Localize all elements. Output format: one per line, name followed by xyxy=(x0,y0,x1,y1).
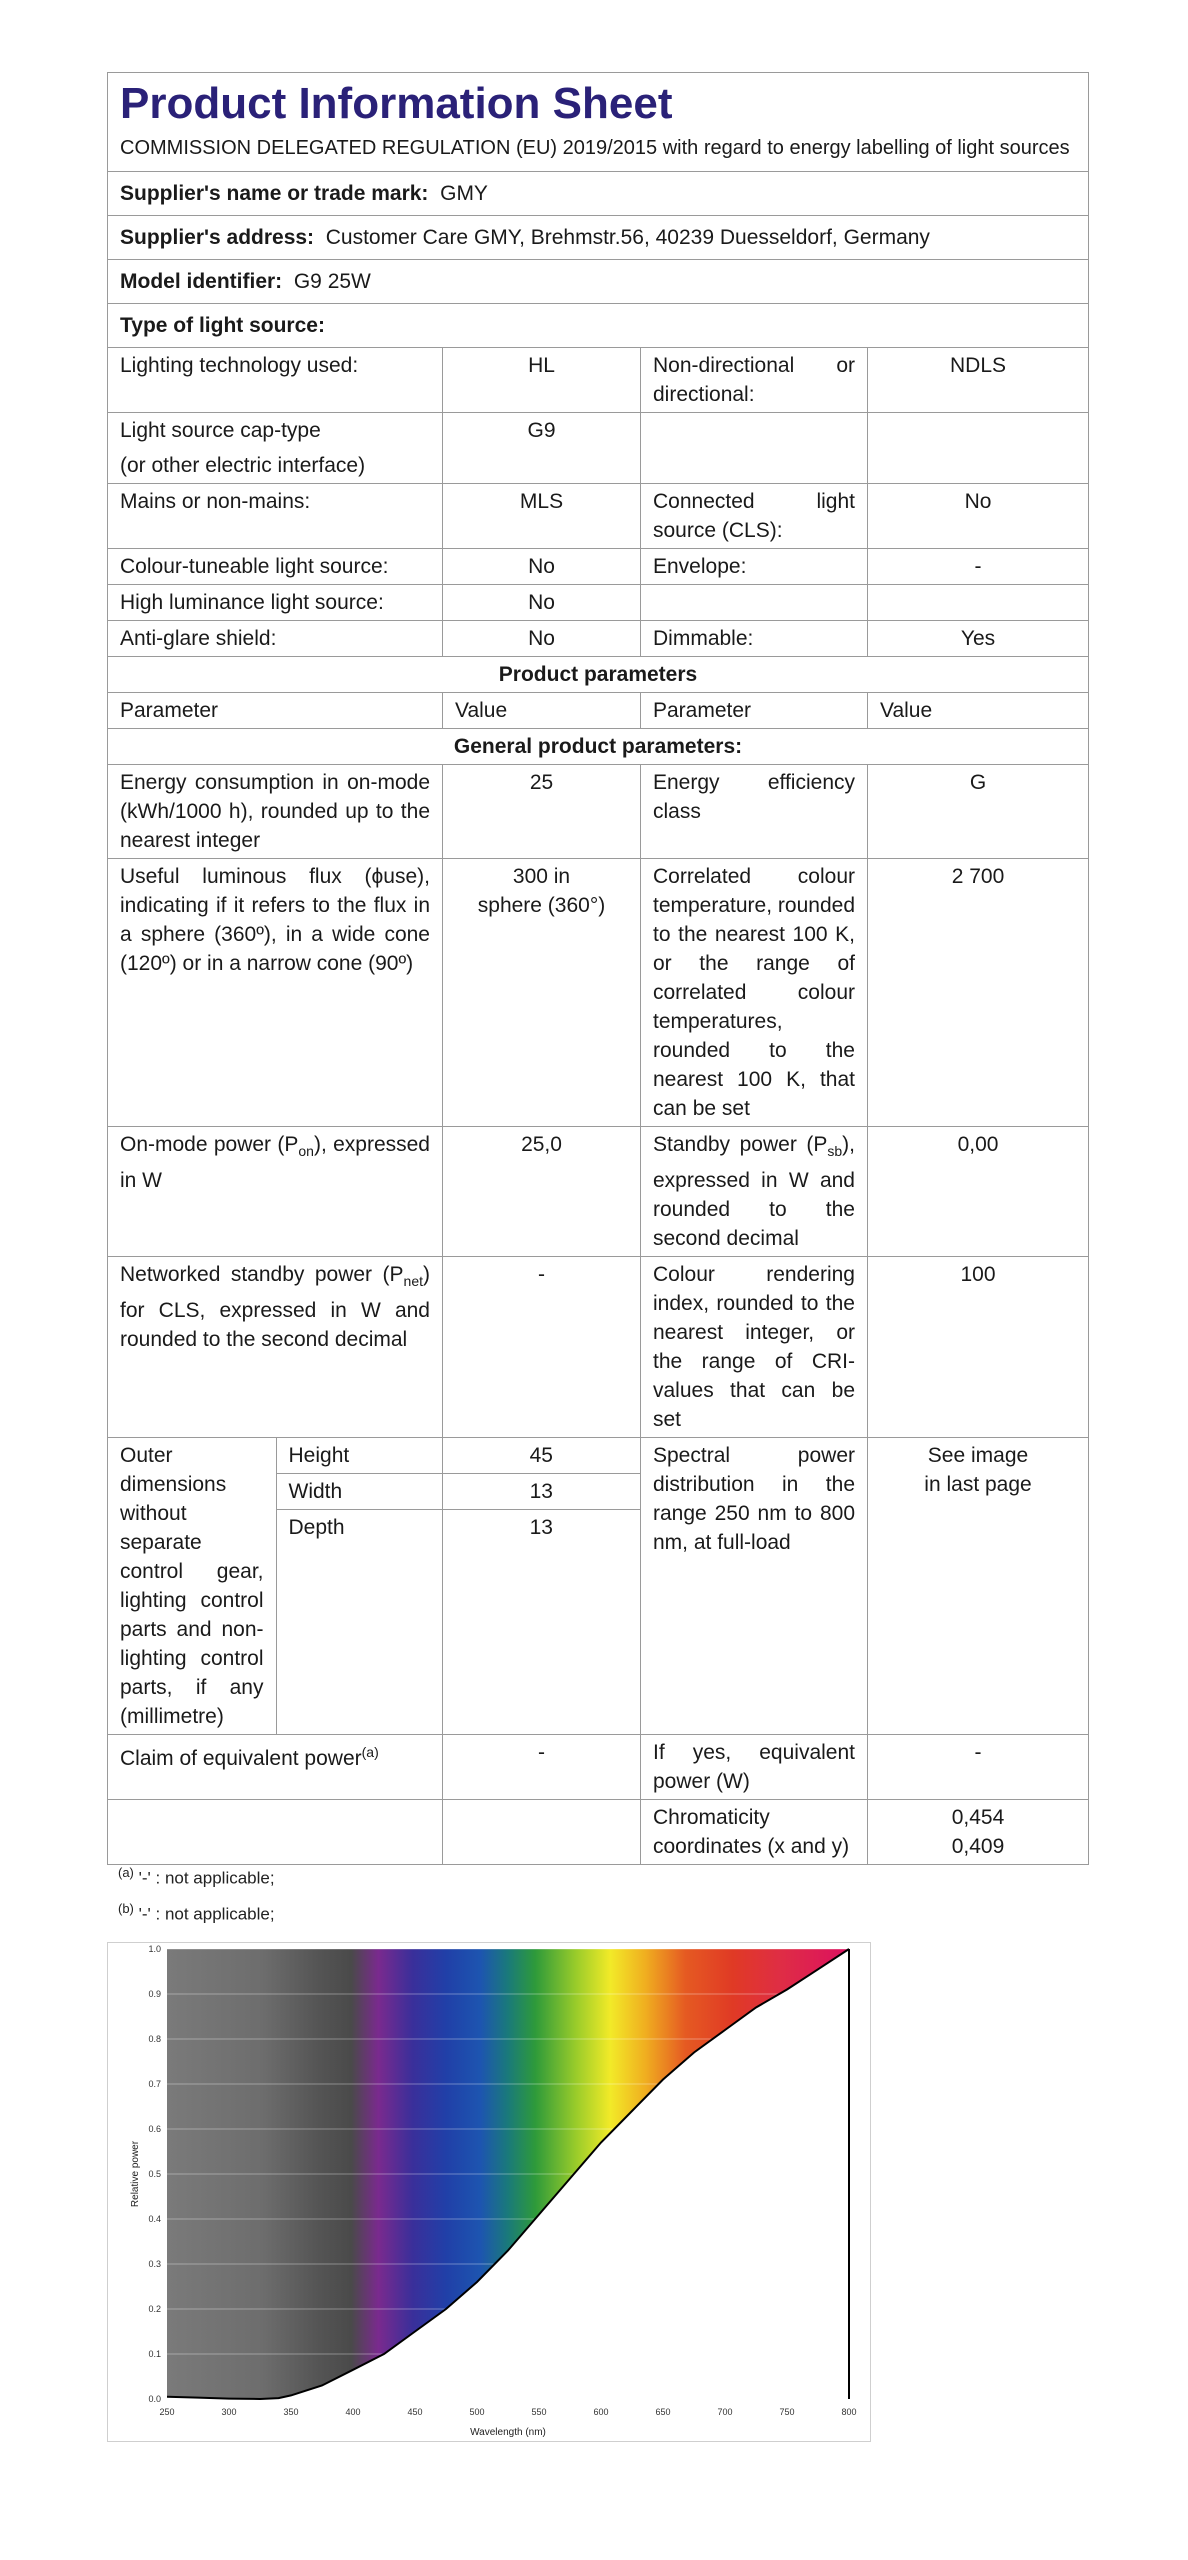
colour-tuneable-value: No xyxy=(443,549,641,585)
header-row xyxy=(108,73,1089,172)
column-header-parameter: Parameter xyxy=(641,693,868,729)
standby-power-value: 0,00 xyxy=(868,1127,1089,1257)
energy-consumption-value: 25 xyxy=(443,765,641,859)
x-tick-label: 350 xyxy=(283,2407,299,2417)
y-tick-label: 1.0 xyxy=(148,1944,161,1954)
spectral-distribution-value: See image xyxy=(927,1444,1029,1468)
equivalent-power-label: If yes, equivalent power (W) xyxy=(641,1735,868,1800)
x-tick-label: 750 xyxy=(779,2407,795,2417)
spectral-power-svg xyxy=(108,1943,870,2441)
mains-value: MLS xyxy=(443,484,641,549)
spectral-distribution-label: Spectral power distribution in the range 250 nm to 800 nm, at full-load xyxy=(641,1438,868,1735)
dimmable-label: Dimmable: xyxy=(641,621,868,657)
light-source-type-row xyxy=(108,304,1089,348)
height-value: 45 xyxy=(442,1438,640,1474)
y-tick-label: 0.7 xyxy=(148,2079,161,2089)
anti-glare-label: Anti-glare shield: xyxy=(108,621,443,657)
supplier-address-row xyxy=(108,216,1089,260)
dimmable-value: Yes xyxy=(868,621,1089,657)
on-mode-power-value: 25,0 xyxy=(443,1127,641,1257)
footnote-a: $^{(a)}$ '-' : not applicable; xyxy=(118,1865,275,1888)
y-tick-label: 0.8 xyxy=(148,2034,161,2044)
header-cell xyxy=(108,73,1089,172)
empty-cell xyxy=(108,1800,443,1865)
supplier-name-row xyxy=(108,172,1089,216)
x-tick-label: 650 xyxy=(655,2407,671,2417)
luminous-flux-geometry: sphere (360°) xyxy=(477,894,606,917)
empty-cell xyxy=(641,413,868,484)
anti-glare-value: No xyxy=(443,621,641,657)
y-tick-label: 0.4 xyxy=(148,2214,161,2224)
cap-type-label: Light source cap-type xyxy=(120,419,321,442)
x-tick-label: 550 xyxy=(531,2407,547,2417)
equivalent-power-claim-label: Claim of equivalent power$^{(a)}$ xyxy=(108,1735,443,1800)
supplier-address-value: Customer Care GMY, Brehmstr.56, 40239 Duesseldorf, Germany xyxy=(325,226,930,249)
cls-label: Connected light source (CLS): xyxy=(641,484,868,549)
model-identifier-row xyxy=(108,260,1089,304)
x-tick-label: 500 xyxy=(469,2407,485,2417)
standby-power-label: Standby power $(P_{sb})$, expressed in W and rounded to the second decimal xyxy=(641,1127,868,1257)
directional-value: NDLS xyxy=(868,348,1089,413)
luminous-flux-value: 300 in xyxy=(512,865,571,888)
equivalent-power-claim-value: - xyxy=(443,1735,641,1800)
supplier-name-value: GMY xyxy=(440,182,488,205)
empty-cell xyxy=(641,585,868,621)
chromaticity-y: 0,409 xyxy=(951,1835,1005,1859)
supplier-address-label: Supplier's address: xyxy=(120,226,315,249)
cap-type-cell xyxy=(108,413,443,484)
x-tick-label: 300 xyxy=(221,2407,237,2417)
page-subtitle: COMMISSION DELEGATED REGULATION (EU) 2019/2015 with regard to energy labelling of light sources xyxy=(120,137,1070,159)
cap-type-sublabel: (or other electric interface) xyxy=(120,454,366,477)
cls-value: No xyxy=(868,484,1089,549)
depth-value: 13 xyxy=(442,1510,640,1735)
cri-value: 100 xyxy=(868,1257,1089,1438)
footnotes xyxy=(118,1858,275,1929)
height-label: Height xyxy=(276,1438,442,1474)
energy-consumption-label: Energy consumption in on-mode (kWh/1000 h), rounded up to the nearest integer xyxy=(108,765,443,859)
envelope-value: - xyxy=(868,549,1089,585)
envelope-label: Envelope: xyxy=(641,549,868,585)
y-tick-label: 0.3 xyxy=(148,2259,161,2269)
y-tick-label: 0.2 xyxy=(148,2304,161,2314)
equivalent-power-value: - xyxy=(868,1735,1089,1800)
high-luminance-value: No xyxy=(443,585,641,621)
chromaticity-cell xyxy=(868,1800,1089,1865)
y-tick-label: 0.5 xyxy=(148,2169,161,2179)
colour-tuneable-label: Colour-tuneable light source: xyxy=(108,549,443,585)
colour-temperature-label: Correlated colour temperature, rounded to the nearest 100 K, or the range of correlated colour temperatures, rounded to the nearest 100 K, that can be set xyxy=(641,859,868,1127)
product-parameters-heading: Product parameters xyxy=(108,657,1089,693)
dimensions-table xyxy=(108,1438,640,1734)
directional-label: Non-directional or directional: xyxy=(641,348,868,413)
x-axis-label: Wavelength (nm) xyxy=(470,2427,546,2438)
supplier-name-label: Supplier's name or trade mark: xyxy=(120,182,429,205)
y-axis-label: Relative power xyxy=(130,2140,141,2208)
energy-class-label: Energy efficiency class xyxy=(641,765,868,859)
colour-temperature-value: 2 700 xyxy=(868,859,1089,1127)
model-identifier-value: G9 25W xyxy=(293,270,371,293)
dimensions-label: Outer dimensions without separate control gear, lighting control parts and non-lighting control parts, if any (millimetre) xyxy=(108,1438,276,1734)
cap-type-value: G9 xyxy=(443,413,641,484)
column-header-value: Value xyxy=(443,693,641,729)
page-title: Product Information Sheet xyxy=(120,79,673,128)
dimensions-cell xyxy=(108,1438,641,1735)
empty-cell xyxy=(868,413,1089,484)
luminous-flux-label: Useful luminous flux (ϕuse), indicating if it refers to the flux in a sphere (360º), in a wide cone (120º) or in a narrow cone (90º) xyxy=(108,859,443,1127)
cri-label: Colour rendering index, rounded to the nearest integer, or the range of CRI-values that can be set xyxy=(641,1257,868,1438)
tech-value: HL xyxy=(443,348,641,413)
x-tick-label: 800 xyxy=(841,2407,857,2417)
chromaticity-x: 0,454 xyxy=(951,1806,1005,1830)
networked-standby-label: Networked standby power $(P_{net})$ for CLS, expressed in W and rounded to the second decimal xyxy=(108,1257,443,1438)
empty-cell xyxy=(443,1800,641,1865)
product-info-table xyxy=(107,72,1089,1865)
y-tick-label: 0.6 xyxy=(148,2124,161,2134)
luminous-flux-cell xyxy=(443,859,641,1127)
on-mode-power-label: On-mode power $(P_{on})$, expressed in W xyxy=(108,1127,443,1257)
high-luminance-label: High luminance light source: xyxy=(108,585,443,621)
spectral-distribution-reference: in last page xyxy=(924,1473,1032,1497)
x-tick-label: 250 xyxy=(159,2407,175,2417)
x-tick-label: 450 xyxy=(407,2407,423,2417)
y-tick-label: 0.9 xyxy=(148,1989,161,1999)
x-tick-label: 600 xyxy=(593,2407,609,2417)
footnote-b: $^{(b)}$ '-' : not applicable; xyxy=(118,1900,275,1924)
light-source-type-label: Type of light source: xyxy=(120,314,325,337)
spectral-distribution-cell xyxy=(868,1438,1089,1735)
spectral-power-chart xyxy=(107,1942,871,2442)
networked-standby-value: - xyxy=(443,1257,641,1438)
x-tick-label: 700 xyxy=(717,2407,733,2417)
empty-cell xyxy=(868,585,1089,621)
width-value: 13 xyxy=(442,1474,640,1510)
chromaticity-label: Chromaticity coordinates (x and y) xyxy=(641,1800,868,1865)
general-parameters-heading: General product parameters: xyxy=(108,729,1089,765)
depth-label: Depth xyxy=(276,1510,442,1735)
mains-label: Mains or non-mains: xyxy=(108,484,443,549)
y-tick-label: 0.0 xyxy=(148,2394,161,2404)
tech-label: Lighting technology used: xyxy=(108,348,443,413)
column-header-parameter: Parameter xyxy=(108,693,443,729)
x-tick-label: 400 xyxy=(345,2407,361,2417)
column-header-value: Value xyxy=(868,693,1089,729)
energy-class-value: G xyxy=(868,765,1089,859)
width-label: Width xyxy=(276,1474,442,1510)
y-tick-label: 0.1 xyxy=(148,2349,161,2359)
model-identifier-label: Model identifier: xyxy=(120,270,283,293)
